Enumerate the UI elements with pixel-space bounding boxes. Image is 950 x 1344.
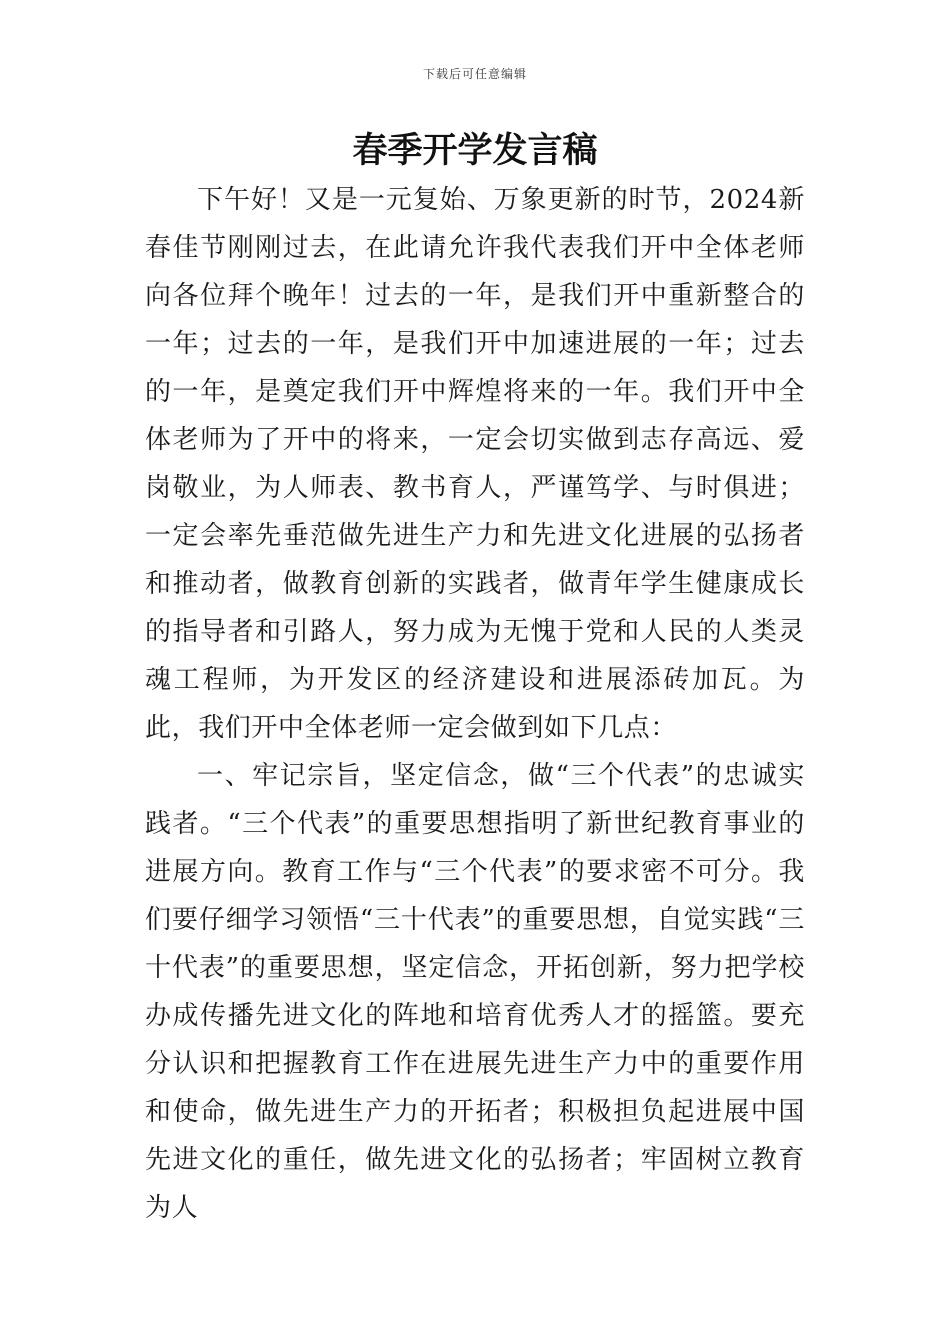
document-title: 春季开学发言稿 <box>352 130 598 171</box>
document-body <box>145 176 805 1232</box>
paragraph-point-one: 一、牢记宗旨，坚定信念，做“三个代表”的忠诚实践者。“三个代表”的重要思想指明了新世纪教育事业的进展方向。教育工作与“三个代表”的要求密不可分。我们要仔细学习领悟“三十代表”的重要思想，自觉实践“三十代表”的重要思想，坚定信念，开拓创新，努力把学校办成传播先进文化的阵地和培育优秀人才的摇篮。要充分认识和把握教育工作在进展先进生产力中的重要作用和使命，做先进生产力的开拓者；积极担负起进展中国先进文化的重任，做先进文化的弘扬者；牢固树立教育为人 <box>145 761 805 1223</box>
header-note: 下载后可任意编辑 <box>422 67 527 81</box>
paragraph-greeting: 下午好！又是一元复始、万象更新的时节，2024新春佳节刚刚过去，在此请允许我代表我们开中全体老师向各位拜个晚年！过去的一年，是我们开中重新整合的一年；过去的一年，是我们开中加速进展的一年；过去的一年，是奠定我们开中辉煌将来的一年。我们开中全体老师为了开中的将来，一定会切实做到志存高远、爱岗敬业，为人师表、教书育人，严谨笃学、与时俱进；一定会率先垂范做先进生产力和先进文化进展的弘扬者和推动者，做教育创新的实践者，做青年学生健康成长的指导者和引路人，努力成为无愧于党和人民的人类灵魂工程师，为开发区的经济建设和进展添砖加瓦。为此，我们开中全体老师一定会做到如下几点： <box>145 185 805 743</box>
